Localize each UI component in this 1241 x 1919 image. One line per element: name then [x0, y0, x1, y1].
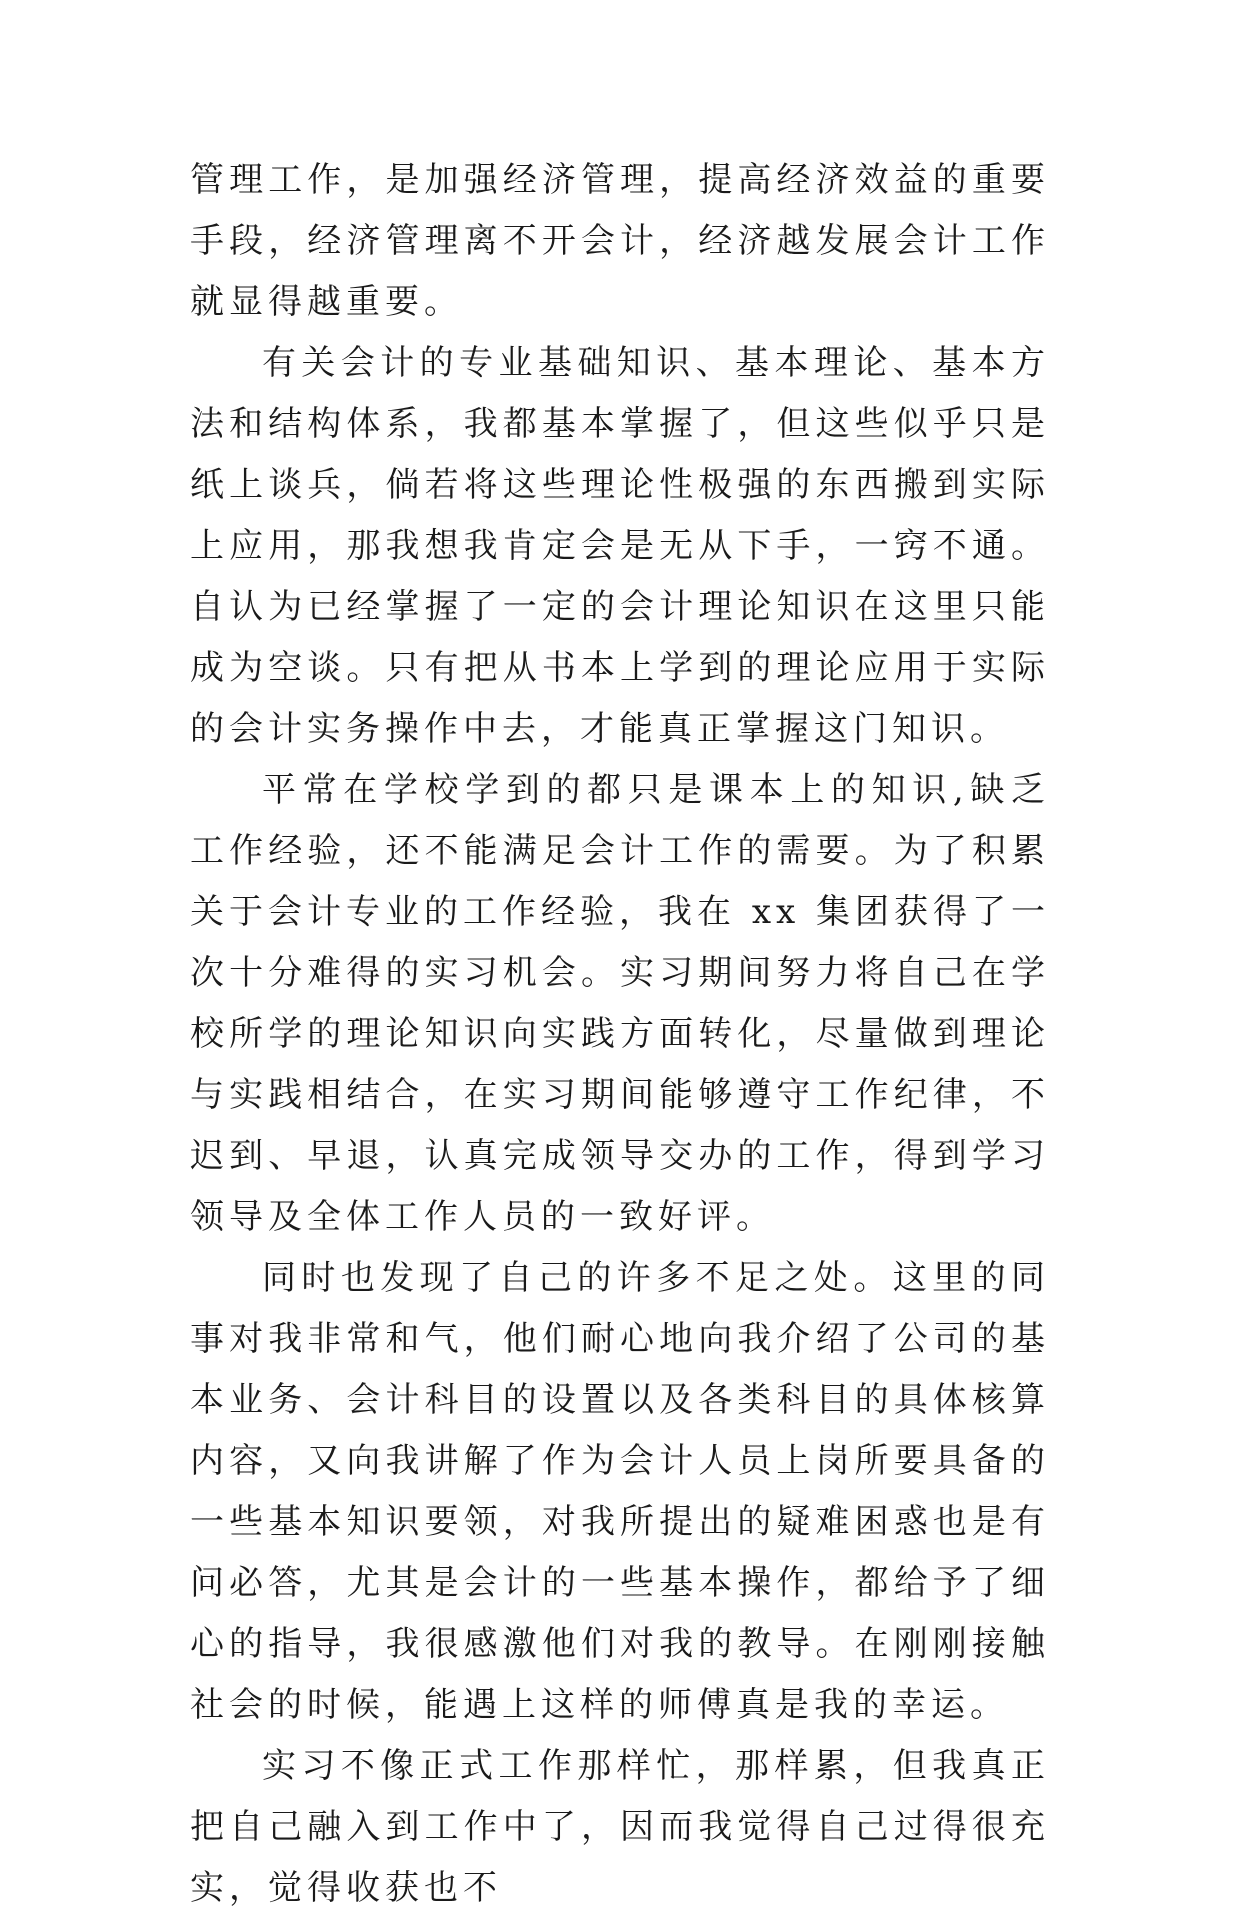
- paragraph-5: 实习不像正式工作那样忙，那样累，但我真正把自己融入到工作中了，因而我觉得自己过得很充实，觉得收获也不: [190, 1746, 1050, 1908]
- paragraph-2: 有关会计的专业基础知识、基本理论、基本方法和结构体系，我都基本掌握了，但这些似乎只是纸上谈兵，倘若将这些理论性极强的东西搬到实际上应用，那我想我肯定会是无从下手，一窍不通。自认为已经掌握了一定的会计理论知识在这里只能成为空谈。只有把从书本上学到的理论应用于实际的会计实务操作中去，才能真正掌握这门知识。: [190, 343, 1050, 749]
- document-body: [190, 150, 1050, 1919]
- paragraph-4: 同时也发现了自己的许多不足之处。这里的同事对我非常和气，他们耐心地向我介绍了公司的基本业务、会计科目的设置以及各类科目的具体核算内容，又向我讲解了作为会计人员上岗所要具备的一些基本知识要领，对我所提出的疑难困惑也是有问必答，尤其是会计的一些基本操作，都给予了细心的指导，我很感激他们对我的教导。在刚刚接触社会的时候，能遇上这样的师傅真是我的幸运。: [190, 1258, 1050, 1725]
- paragraph-1: 管理工作，是加强经济管理，提高经济效益的重要手段，经济管理离不开会计，经济越发展会计工作就显得越重要。: [190, 160, 1050, 322]
- paragraph-3: 平常在学校学到的都只是课本上的知识,缺乏工作经验，还不能满足会计工作的需要。为了积累关于会计专业的工作经验，我在 xx 集团获得了一次十分难得的实习机会。实习期间努力将自己在学校所学的理论知识向实践方面转化，尽量做到理论与实践相结合，在实习期间能够遵守工作纪律，不迟到、早退，认真完成领导交办的工作，得到学习领导及全体工作人员的一致好评。: [190, 770, 1050, 1237]
